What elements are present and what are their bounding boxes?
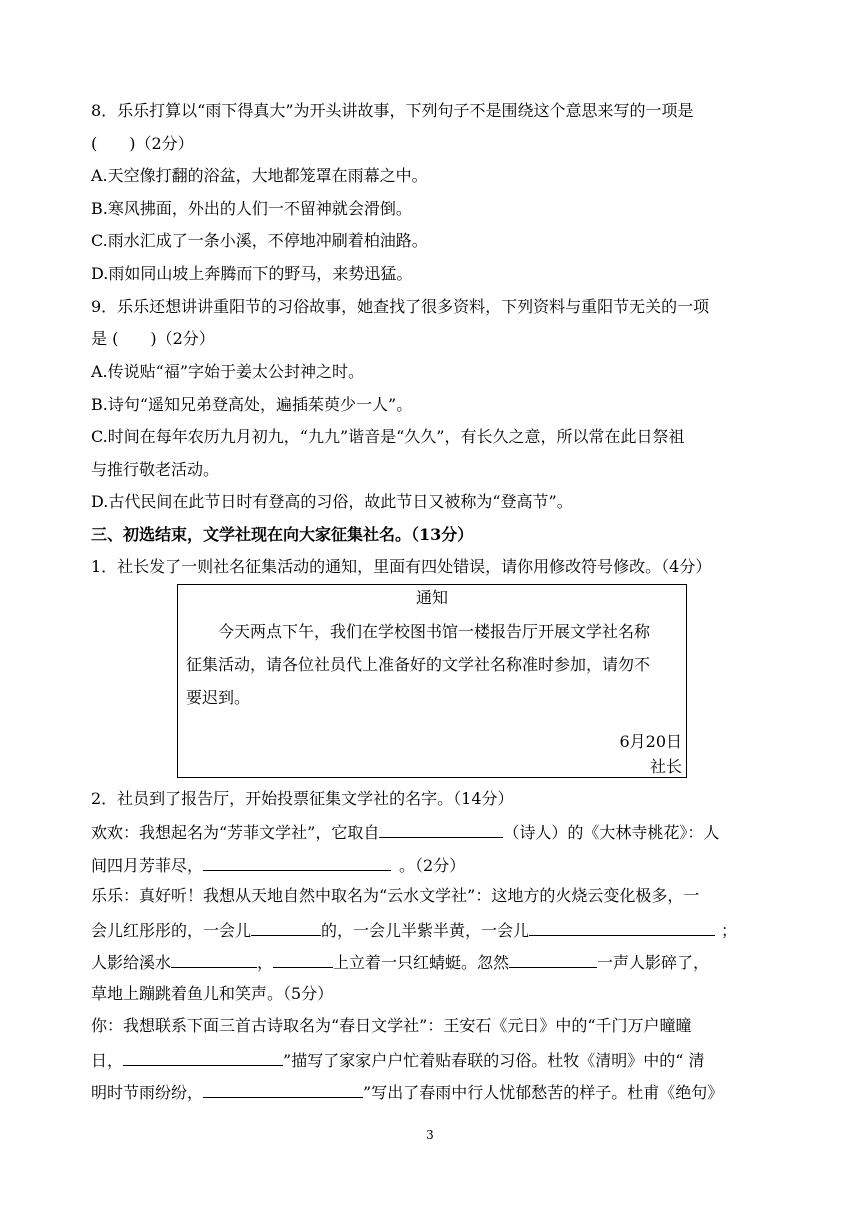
q2-ni-text-b: ”描写了家家户户忙着贴春联的习俗。杜牧《清明》中的“ 清 (283, 1051, 705, 1070)
q8-stem-line2: ( )（2分） (91, 134, 194, 153)
q9-stem-line1: 9．乐乐还想讲讲重阳节的习俗故事，她查找了很多资料，下列资料与重阳节无关的一项 (91, 297, 710, 316)
q2-ni-text-a: 日， (91, 1051, 124, 1070)
q2-ni-line1: 你：我想联系下面三首古诗取名为“春日文学社”：王安石《元日》中的“千门万户曈曈 (91, 1016, 692, 1035)
q2-lele-line2 (91, 918, 771, 942)
q9-stem-line2: 是 ( )（2分） (91, 329, 215, 348)
answer-blank-poem-line[interactable] (203, 853, 391, 871)
q9-option-c-line2: 与推行敬老活动。 (91, 460, 220, 479)
notice-body-line3: 要迟到。 (186, 688, 251, 707)
q1-stem: 1．社长发了一则社名征集活动的通知，里面有四处错误，请你用修改符号修改。（4分） (91, 557, 712, 576)
q2-lele-text-f: 上立着一只红蜻蜓。忽然 (333, 953, 510, 972)
q2-ni-text-c: 明时节雨纷纷， (91, 1083, 204, 1102)
answer-blank-color-1[interactable] (251, 918, 321, 936)
notice-title: 通知 (415, 588, 448, 607)
q2-lele-text-c: ； (721, 921, 738, 940)
q2-lele-text-b: 的，一会儿半紫半黄，一会儿 (321, 921, 530, 940)
q2-huanhuan-text-d: 。（2分） (399, 856, 466, 875)
q2-ni-line2 (91, 1048, 771, 1072)
q2-lele-text-g: 一声人影碎了， (597, 953, 710, 972)
answer-blank-qingming[interactable] (203, 1080, 363, 1098)
q8-option-b: B.寒风拂面，外出的人们一不留神就会滑倒。 (91, 199, 412, 218)
q2-huanhuan-text-b: （诗人）的《大林寺桃花》：人 (503, 823, 720, 842)
q2-ni-text-d: ”写出了春雨中行人忧郁愁苦的样子。杜甫《绝句》 (363, 1083, 724, 1102)
q2-stem: 2．社员到了报告厅，开始投票征集文学社的名字。（14分） (91, 789, 514, 808)
notice-body-line2: 征集活动，请各位社员代上准备好的文学社名称准时参加，请勿不 (186, 655, 651, 674)
q2-ni-line3 (91, 1080, 771, 1104)
q8-stem-line1: 8．乐乐打算以“雨下得真大”为开头讲故事，下列句子不是围绕这个意思来写的一项是 (91, 101, 694, 120)
notice-body-line1: 今天两点下午，我们在学校图书馆一楼报告厅开展文学社名称 (218, 622, 651, 641)
q2-huanhuan-text-c: 间四月芳菲尽， (91, 856, 204, 875)
q2-lele-line1: 乐乐：真好听！我想从天地自然中取名为“云水文学社”：这地方的火烧云变化极多，一 (91, 886, 700, 905)
q2-lele-text-a: 会儿红彤彤的，一会儿 (91, 921, 252, 940)
answer-blank-color-2[interactable] (529, 918, 715, 936)
q2-lele-line4: 草地上蹦跳着鱼儿和笑声。（5分） (91, 984, 334, 1003)
answer-blank-stream-3[interactable] (509, 950, 597, 968)
page-number: 3 (426, 1128, 434, 1142)
q2-huanhuan-line1 (91, 820, 771, 844)
q9-option-c-line1: C.时间在每年农历九月初九，“九九”谐音是“久久”，有长久之意，所以常在此日祭祖 (91, 427, 685, 446)
q2-lele-text-d: 人影给溪水 (91, 953, 172, 972)
q2-huanhuan-line2 (91, 853, 771, 877)
q2-lele-text-e: ， (257, 953, 274, 972)
answer-blank-stream-1[interactable] (171, 950, 257, 968)
notice-signer: 社长 (649, 757, 682, 776)
q2-huanhuan-text-a: 欢欢：我想起名为“芳菲文学社”，它取自 (91, 823, 380, 842)
q8-option-a: A.天空像打翻的浴盆，大地都笼罩在雨幕之中。 (91, 166, 428, 185)
q2-lele-line3 (91, 950, 771, 974)
answer-blank-poet[interactable] (379, 820, 503, 838)
q8-option-c: C.雨水汇成了一条小溪，不停地冲刷着柏油路。 (91, 231, 428, 250)
notice-box (177, 584, 687, 778)
answer-blank-yuanri[interactable] (123, 1048, 283, 1066)
q9-option-b: B.诗句“遥知兄弟登高处，遍插茱萸少一人”。 (91, 395, 413, 414)
notice-date: 6月20日 (619, 732, 682, 751)
q9-option-a: A.传说贴“福”字始于姜太公封神之时。 (91, 362, 365, 381)
q9-option-d: D.古代民间在此节日时有登高的习俗，故此节日又被称为“登高节”。 (91, 492, 573, 511)
section3-heading: 三、初选结束，文学社现在向大家征集社名。（13分） (91, 525, 474, 544)
answer-blank-stream-2[interactable] (273, 950, 333, 968)
q8-option-d: D.雨如同山坡上奔腾而下的野马，来势迅猛。 (91, 264, 413, 283)
